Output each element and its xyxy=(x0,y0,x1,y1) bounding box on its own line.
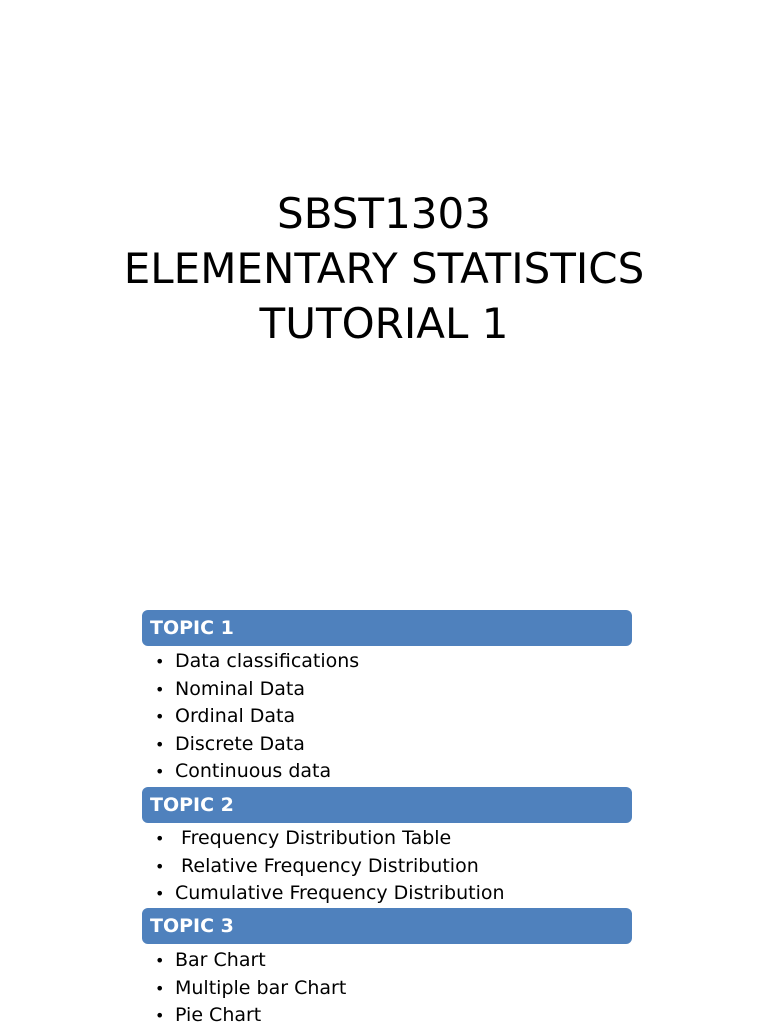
list-item-text: Ordinal Data xyxy=(175,705,296,727)
bullet-icon: • xyxy=(155,951,165,970)
list-item xyxy=(155,975,635,1003)
bullet-icon: • xyxy=(155,829,165,848)
slide-title xyxy=(0,186,768,351)
list-item xyxy=(155,825,635,853)
list-item xyxy=(155,648,635,676)
list-item xyxy=(155,880,635,908)
bullet-icon: • xyxy=(155,707,165,726)
list-item xyxy=(155,1002,635,1024)
list-item-text: Data classifications xyxy=(175,650,360,672)
list-item xyxy=(155,758,635,786)
bullet-icon: • xyxy=(155,762,165,781)
topic-2-list xyxy=(155,825,635,908)
list-item-text: Bar Chart xyxy=(175,949,266,971)
list-item-text: Cumulative Frequency Distribution xyxy=(175,882,505,904)
list-item xyxy=(155,703,635,731)
topic-1-header: TOPIC 1 xyxy=(142,610,632,646)
list-item-text: Multiple bar Chart xyxy=(175,976,347,999)
bullet-icon: • xyxy=(155,978,165,998)
list-item xyxy=(155,947,635,975)
list-item-text: Frequency Distribution Table xyxy=(175,827,452,849)
bullet-icon: • xyxy=(155,652,165,671)
topic-3-list xyxy=(155,947,635,1024)
topic-2-header: TOPIC 2 xyxy=(142,787,632,823)
title-line-course-code: SBST1303 xyxy=(277,189,491,238)
list-item xyxy=(155,676,635,704)
topic-1-list xyxy=(155,648,635,786)
topic-3-header: TOPIC 3 xyxy=(142,908,632,944)
bullet-icon: • xyxy=(155,679,165,699)
list-item-text: Nominal Data xyxy=(175,677,305,700)
bullet-icon: • xyxy=(155,734,165,754)
list-item xyxy=(155,853,635,881)
list-item xyxy=(155,731,635,759)
list-item-text: Discrete Data xyxy=(175,732,305,755)
title-line-course-name: ELEMENTARY STATISTICS xyxy=(123,244,645,293)
bullet-icon: • xyxy=(155,1006,165,1024)
list-item-text: Pie Chart xyxy=(175,1004,262,1024)
title-line-tutorial: TUTORIAL 1 xyxy=(259,299,509,348)
bullet-icon: • xyxy=(155,856,165,876)
bullet-icon: • xyxy=(155,884,165,903)
list-item-text: Relative Frequency Distribution xyxy=(175,854,479,877)
list-item-text: Continuous data xyxy=(175,760,332,782)
